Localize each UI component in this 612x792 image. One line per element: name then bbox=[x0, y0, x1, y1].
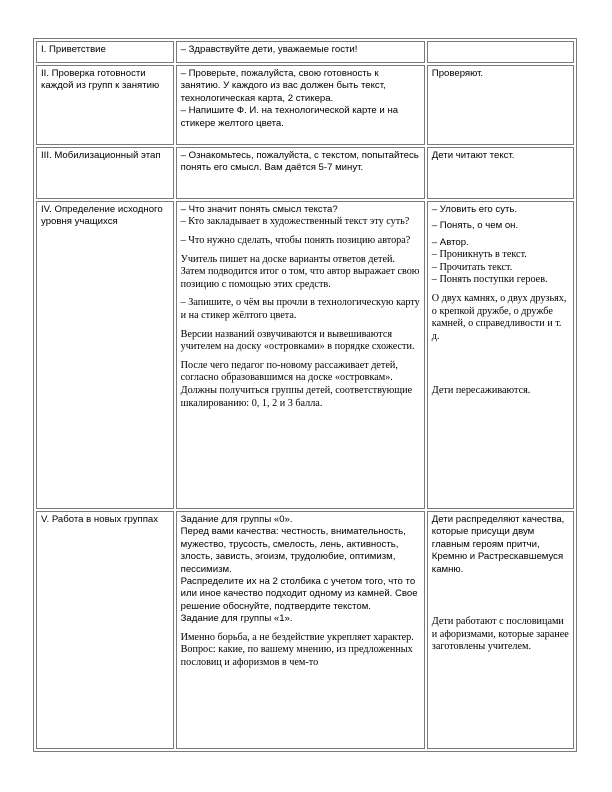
teacher-text: – Запишите, о чём вы прочли в технологическую карту и на стикер жёлтого цвета. bbox=[180, 297, 420, 321]
teacher-cell bbox=[176, 511, 425, 749]
teacher-text: – Здравствуйте дети, уважаемые гости! bbox=[180, 44, 358, 55]
teacher-text: Вопрос: какие, по вашему мнению, из предложенных пословиц и афоризмов в чем-то bbox=[180, 644, 413, 668]
lesson-plan-table bbox=[33, 38, 577, 752]
students-cell bbox=[427, 65, 574, 145]
teacher-text: Учитель пишет на доске варианты ответов детей. Затем подводится итог о том, что автор выражает свою позицию с помощью этих средств. bbox=[180, 253, 420, 290]
teacher-text: Перед вами качества: честность, внимательность, мужество, трусость, смелость, лень, активность, злость, зависть, эгоизм, трудолюбие, оптимизм, пессимизм. bbox=[180, 526, 406, 575]
stage-label: V. Работа в новых группах bbox=[41, 514, 159, 525]
stage-label: III. Мобилизационный этап bbox=[41, 150, 161, 161]
students-text: Дети распределяют качества, которые присущи двум главным героям притчи, Кремню и Растрескавшемуся камню. bbox=[431, 514, 565, 575]
teacher-text: – Напишите Ф. И. на технологической карте и на стикере желтого цвета. bbox=[180, 105, 399, 129]
stage-label: II. Проверка готовности каждой из групп к занятию bbox=[41, 68, 160, 92]
teacher-cell bbox=[176, 65, 425, 145]
teacher-text: – Ознакомьтесь, пожалуйста, с текстом, попытайтесь понять его смысл. Вам даётся 5-7 минут. bbox=[180, 150, 419, 174]
teacher-text: – Что нужно сделать, чтобы понять позицию автора? bbox=[180, 235, 411, 246]
students-cell bbox=[427, 41, 574, 63]
students-text: Дети пересаживаются. bbox=[431, 385, 531, 397]
teacher-cell bbox=[176, 41, 425, 63]
stage-label: IV. Определение исходного уровня учащихся bbox=[41, 204, 163, 228]
teacher-text: После чего педагог по-новому рассаживает детей, согласно образовавшимся на доске «островкам». Должны получиться группы детей, соответствующие шкалированию: 0, 1, 2 и 3 балла. bbox=[180, 359, 413, 409]
students-cell bbox=[427, 201, 574, 509]
teacher-cell bbox=[176, 201, 425, 509]
teacher-text: Задание для группы «1». bbox=[180, 613, 293, 625]
students-text: – Понять поступки героев. bbox=[431, 274, 548, 286]
students-cell bbox=[427, 147, 574, 199]
students-text: – Уловить его суть. bbox=[431, 204, 518, 215]
students-text: Дети работают с пословицами и афоризмами, которые заранее заготовлены учителем. bbox=[431, 616, 569, 653]
stage-cell bbox=[36, 147, 174, 199]
students-text: – Понять, о чем он. bbox=[431, 220, 519, 232]
table-row bbox=[36, 511, 574, 749]
students-text: – Прочитать текст. bbox=[431, 261, 513, 273]
teacher-text: – Проверьте, пожалуйста, свою готовность к занятию. У каждого из вас должен быть текст, технологическая карта, 2 стикера. bbox=[180, 68, 386, 104]
teacher-text: – Что значит понять смысл текста? bbox=[180, 204, 338, 215]
students-text: – Автор. bbox=[431, 236, 469, 248]
table-row bbox=[36, 201, 574, 509]
students-text: – Проникнуть в текст. bbox=[431, 249, 527, 261]
teacher-cell bbox=[176, 147, 425, 199]
students-cell bbox=[427, 511, 574, 749]
stage-cell bbox=[36, 511, 174, 749]
teacher-text: Задание для группы «0». bbox=[180, 514, 293, 525]
teacher-text: Распределите их на 2 столбика с учетом того, что то или иное качество подходит одному из камней. Свое решение обоснуйте, подтвердите текстом. bbox=[180, 576, 418, 612]
stage-cell bbox=[36, 41, 174, 63]
table-row bbox=[36, 65, 574, 145]
stage-cell bbox=[36, 65, 174, 145]
teacher-text: Версии названий озвучиваются и вывешиваются учителем на доску «островками» в порядке схожести. bbox=[180, 328, 415, 353]
stage-label: I. Приветствие bbox=[41, 44, 106, 55]
students-text: Дети читают текст. bbox=[431, 150, 515, 161]
students-text: Проверяют. bbox=[431, 68, 484, 79]
students-text: О двух камнях, о двух друзьях, о крепкой дружбе, о дружбе камней, о справедливости и т. д. bbox=[431, 293, 567, 342]
table-row bbox=[36, 147, 574, 199]
teacher-text: Именно борьба, а не бездействие укрепляет характер. bbox=[180, 631, 414, 643]
teacher-text: – Кто закладывает в художественный текст эту суть? bbox=[180, 216, 410, 228]
table-row bbox=[36, 41, 574, 63]
stage-cell bbox=[36, 201, 174, 509]
